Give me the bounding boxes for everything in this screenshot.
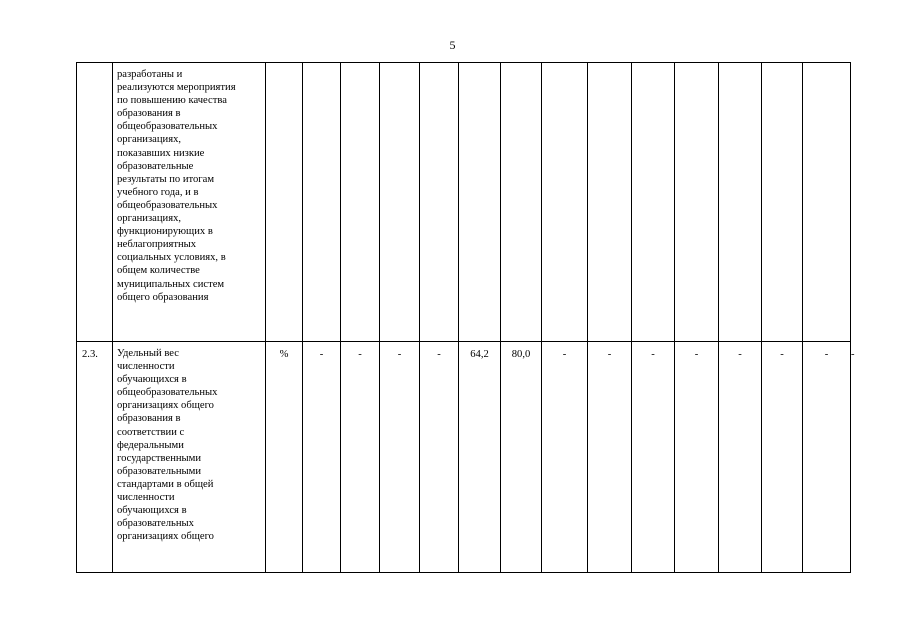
description-line: учебного года, и в: [117, 186, 199, 198]
description-line: социальных условиях, в: [117, 252, 226, 264]
description-line: образовательные: [117, 160, 194, 172]
value-cell: -: [420, 342, 459, 573]
description-line: разработаны и: [117, 69, 183, 80]
description-line: неблагоприятных: [117, 239, 197, 251]
value-cell: -: [341, 342, 380, 573]
description-line: образовательных: [117, 518, 194, 530]
unit-cell: %: [266, 342, 303, 573]
description-line: организациях,: [117, 134, 182, 146]
value-cell: -: [719, 342, 762, 573]
description-line: результаты по итогам: [117, 173, 215, 185]
value-cell: -: [632, 342, 675, 573]
description-line: общеобразовательных: [117, 387, 218, 399]
row-description: [113, 342, 266, 573]
description-line: стандартами в общей: [117, 478, 214, 490]
value-cell: 80,0: [501, 342, 542, 573]
value-cell: [803, 63, 851, 342]
description-line: федеральными: [117, 439, 184, 451]
value-cell: [632, 63, 675, 342]
value-cell: [303, 63, 341, 342]
page-number: 5: [449, 38, 456, 52]
value-cell: [719, 63, 762, 342]
value-cell: -: [803, 342, 851, 573]
value-cell: [501, 63, 542, 342]
value-cell: -: [380, 342, 420, 573]
value-cell: [380, 63, 420, 342]
value-cell: [762, 63, 803, 342]
table-row: [77, 63, 851, 342]
row-number: 2.3.: [77, 342, 113, 573]
description-line: государственными: [117, 452, 202, 464]
description-line: образования в: [117, 108, 181, 120]
description-line: численности: [117, 361, 175, 373]
description-line: по повышению качества: [117, 95, 227, 107]
description-line: реализуются мероприятия: [117, 82, 236, 94]
description-line: общего образования: [117, 291, 209, 303]
description-line: соответствии с: [117, 426, 185, 438]
unit-cell: [266, 63, 303, 342]
value-cell: [341, 63, 380, 342]
description-line: организациях,: [117, 213, 182, 225]
value-cell: [675, 63, 719, 342]
value-cell: [420, 63, 459, 342]
value-cell: [459, 63, 501, 342]
value-cell: [542, 63, 588, 342]
description-line: общеобразовательных: [117, 199, 218, 211]
value-cell: [588, 63, 632, 342]
description-line: численности: [117, 492, 175, 504]
description-line: образования в: [117, 413, 181, 425]
value-cell: -: [675, 342, 719, 573]
description-line: показавших низкие: [117, 147, 205, 159]
value-cell: -: [303, 342, 341, 573]
description-line: общем количестве: [117, 265, 200, 277]
value-cell: -: [588, 342, 632, 573]
description-line: муниципальных систем: [117, 278, 225, 290]
indicator-table: [76, 62, 855, 573]
description-line: функционирующих в: [117, 226, 213, 238]
row-description: [113, 63, 266, 342]
description-line: общеобразовательных: [117, 121, 218, 133]
row-number: [77, 63, 113, 342]
description-line: обучающихся в: [117, 374, 187, 386]
description-line: организациях общего: [117, 400, 214, 412]
description-line: образовательными: [117, 465, 202, 477]
description-line: организациях общего: [117, 531, 214, 543]
value-cell: -: [542, 342, 588, 573]
description-line: Удельный вес: [117, 348, 179, 359]
description-line: обучающихся в: [117, 505, 187, 517]
value-cell: -: [762, 342, 803, 573]
value-cell: 64,2: [459, 342, 501, 573]
table-row: 2.3. Удельный вес численности обучающихся в общеобразовательных организациях общего образования в соответствии с федеральными государственными образовательными стандартами в общей численности обучающихся в образовательных организациях общего % - - - - 64,2 80,0 - - - - - - - -: [77, 342, 851, 573]
